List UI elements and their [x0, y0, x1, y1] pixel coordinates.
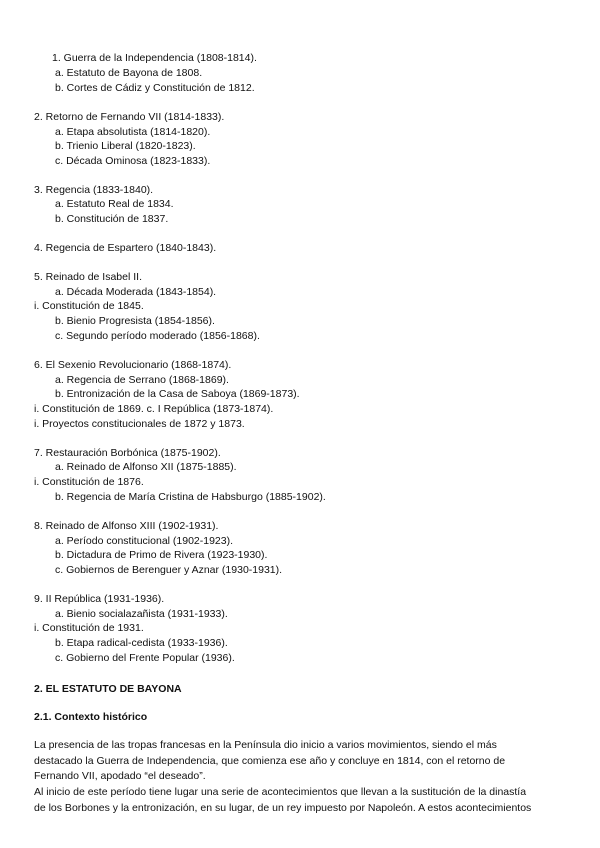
paragraph-line: destacado la Guerra de Independencia, que comienza ese año y concluye en 1814, con el retorno de [34, 754, 506, 767]
outline-subitem: b. Regencia de María Cristina de Habsburgo (1885-1902). [55, 491, 326, 503]
paragraph-line: de los Borbones y la entronización, en su lugar, de un rey impuesto por Napoleón. A estos acontecimientos [34, 801, 532, 814]
paragraph-line: Fernando VII, apodado “el deseado”. [34, 770, 206, 782]
outline-item: 5. Reinado de Isabel II. [34, 271, 142, 283]
outline-item: 9. II República (1931-1936). [34, 593, 165, 605]
outline-item: 8. Reinado de Alfonso XIII (1902-1931). [34, 520, 219, 532]
section-heading: 2. EL ESTATUTO DE BAYONA [34, 683, 182, 695]
paragraph-line: Al inicio de este período tiene lugar una serie de acontecimientos que llevan a la sustitución de la dinastía [34, 786, 527, 798]
outline-subsubitem: i. Constitución de 1845. [34, 300, 144, 312]
outline-item: 7. Restauración Borbónica (1875-1902). [34, 447, 221, 459]
outline-item: 6. El Sexenio Revolucionario (1868-1874). [34, 359, 232, 371]
outline-subsubitem: i. Constitución de 1869. c. I República (1873-1874). [34, 403, 274, 415]
outline-subsubitem: i. Constitución de 1931. [34, 622, 144, 634]
section-subheading: 2.1. Contexto histórico [34, 711, 148, 723]
outline-subitem: a. Etapa absolutista (1814-1820). [55, 126, 211, 138]
outline-subitem: a. Estatuto de Bayona de 1808. [55, 67, 203, 79]
outline-subitem: a. Bienio socialazañista (1931-1933). [55, 608, 228, 620]
outline-item: 4. Regencia de Espartero (1840-1843). [34, 242, 217, 254]
outline-item: 2. Retorno de Fernando VII (1814-1833). [34, 111, 225, 123]
outline-subitem: a. Década Moderada (1843-1854). [55, 286, 217, 298]
body-paragraph [34, 785, 565, 816]
outline-subitem: c. Década Ominosa (1823-1833). [55, 155, 211, 167]
outline-subsubitem: i. Proyectos constitucionales de 1872 y 1873. [34, 418, 245, 430]
outline-subitem: a. Estatuto Real de 1834. [55, 198, 174, 210]
outline-subitem: c. Gobiernos de Berenguer y Aznar (1930-1931). [55, 564, 283, 576]
outline-subitem: b. Cortes de Cádiz y Constitución de 1812. [55, 82, 255, 94]
outline-subitem: b. Bienio Progresista (1854-1856). [55, 315, 215, 327]
paragraph-line: La presencia de las tropas francesas en la Península dio inicio a varios movimientos, siendo el más [34, 739, 497, 751]
outline-item: 3. Regencia (1833-1840). [34, 184, 154, 196]
outline-subitem: a. Período constitucional (1902-1923). [55, 535, 234, 547]
outline-subitem: b. Trienio Liberal (1820-1823). [55, 140, 196, 152]
outline-subitem: b. Constitución de 1837. [55, 213, 169, 225]
outline-subitem: a. Regencia de Serrano (1868-1869). [55, 374, 229, 386]
outline-subsubitem: i. Constitución de 1876. [34, 476, 144, 488]
outline-subitem: b. Entronización de la Casa de Saboya (1869-1873). [55, 388, 300, 400]
outline-subitem: b. Etapa radical-cedista (1933-1936). [55, 637, 228, 649]
outline-item: 1. Guerra de la Independencia (1808-1814). [52, 52, 257, 64]
outline-subitem: c. Gobierno del Frente Popular (1936). [55, 652, 235, 664]
outline-subitem: b. Dictadura de Primo de Rivera (1923-1930). [55, 549, 268, 561]
body-paragraph [34, 738, 565, 785]
outline-subitem: c. Segundo período moderado (1856-1868). [55, 330, 260, 342]
outline-subitem: a. Reinado de Alfonso XII (1875-1885). [55, 461, 237, 473]
